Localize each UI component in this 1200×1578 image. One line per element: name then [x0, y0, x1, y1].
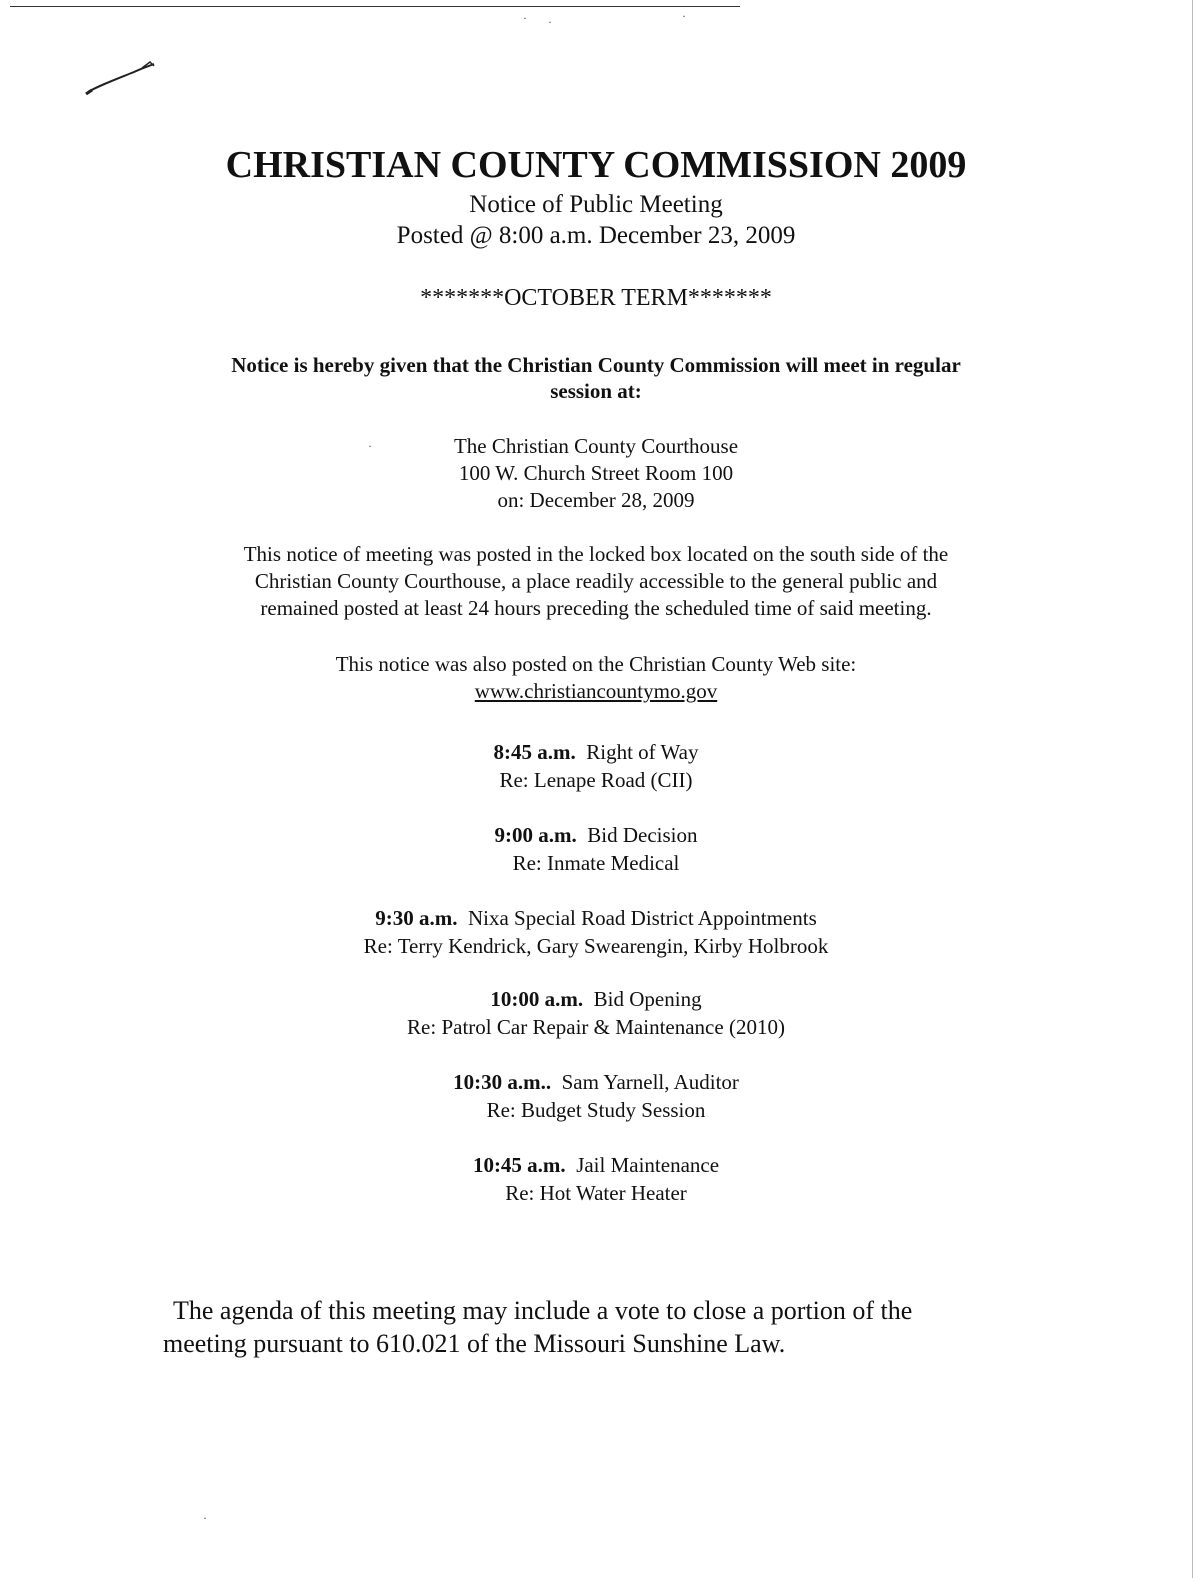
scan-speck: ·	[523, 11, 527, 25]
agenda-re: Re: Budget Study Session	[486, 1098, 706, 1122]
agenda-title: Jail Maintenance	[576, 1153, 720, 1177]
agenda-title: Sam Yarnell, Auditor	[561, 1070, 739, 1094]
agenda-title: Bid Decision	[587, 823, 698, 847]
sunshine-law-footer	[163, 1294, 1063, 1360]
web-line: This notice was also posted on the Christian County Web site:	[335, 652, 857, 676]
footer-line: meeting pursuant to 610.021 of the Missouri Sunshine Law.	[163, 1329, 786, 1358]
website-link[interactable]: www.christiancountymo.gov	[474, 679, 718, 703]
agenda-re: Re: Terry Kendrick, Gary Swearengin, Kirby Holbrook	[363, 934, 829, 958]
notice-subtitle	[0, 189, 1192, 251]
location-line: The Christian County Courthouse	[453, 434, 739, 458]
right-edge-line	[1192, 0, 1193, 1578]
agenda-re: Re: Patrol Car Repair & Maintenance (2010)	[407, 1015, 785, 1039]
pen-mark-icon	[84, 58, 164, 98]
agenda-re: Re: Hot Water Heater	[505, 1181, 687, 1205]
agenda-time: 9:30 a.m.	[375, 906, 458, 930]
agenda-time: 10:00 a.m.	[490, 987, 584, 1011]
agenda-title: Nixa Special Road District Appointments	[467, 906, 817, 930]
posting-paragraph	[0, 541, 1192, 622]
scan-speck: ·	[682, 9, 686, 23]
posted-line: Posted @ 8:00 a.m. December 23, 2009	[396, 222, 796, 249]
notice-line: session at:	[550, 379, 642, 403]
agenda-item	[0, 821, 1192, 877]
agenda-item	[0, 1151, 1192, 1207]
agenda-title: Bid Opening	[593, 987, 702, 1011]
agenda-item	[0, 1068, 1192, 1124]
posting-line: Christian County Courthouse, a place readily accessible to the general public and	[254, 569, 938, 593]
agenda-re: Re: Inmate Medical	[512, 851, 680, 875]
agenda-time: 9:00 a.m.	[494, 823, 577, 847]
agenda-item	[0, 904, 1192, 960]
agenda-time: 10:45 a.m.	[472, 1153, 566, 1177]
agenda-time: 10:30 a.m..	[453, 1070, 552, 1094]
meeting-location	[0, 433, 1192, 514]
location-line: 100 W. Church Street Room 100	[458, 461, 734, 485]
top-border-line	[10, 6, 740, 7]
agenda-item	[0, 985, 1192, 1041]
web-notice	[0, 651, 1192, 705]
notice-line: Notice is hereby given that the Christian County Commission will meet in regular	[231, 353, 961, 377]
footer-line: The agenda of this meeting may include a vote to close a portion of the	[173, 1296, 913, 1325]
scan-speck: ·	[368, 439, 372, 453]
meeting-date: on: December 28, 2009	[497, 488, 695, 512]
page-title: CHRISTIAN COUNTY COMMISSION 2009	[225, 144, 967, 186]
notice-statement	[0, 352, 1192, 404]
agenda-item	[0, 738, 1192, 794]
term-heading: *******OCTOBER TERM*******	[420, 285, 772, 311]
posting-line: This notice of meeting was posted in the locked box located on the south side of the	[243, 542, 949, 566]
scan-speck: ·	[203, 1511, 207, 1525]
scan-speck: ·	[548, 15, 552, 29]
agenda-title: Right of Way	[586, 740, 699, 764]
posting-line: remained posted at least 24 hours preceding the scheduled time of said meeting.	[260, 596, 932, 620]
agenda-re: Re: Lenape Road (CII)	[499, 768, 693, 792]
subtitle-line: Notice of Public Meeting	[469, 191, 723, 218]
agenda-time: 8:45 a.m.	[493, 740, 576, 764]
